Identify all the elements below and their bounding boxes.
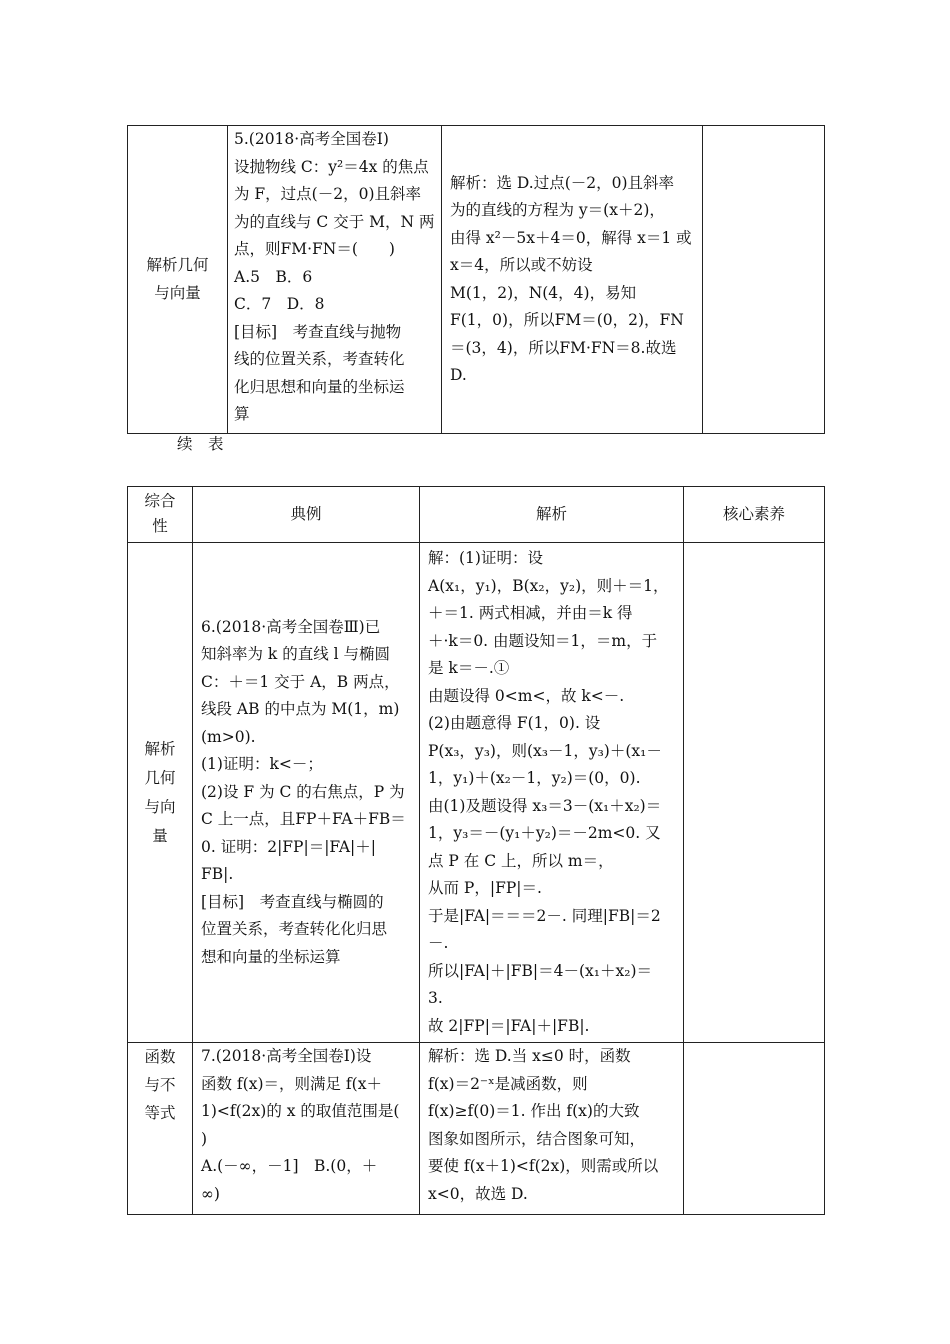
header-category: [128, 487, 193, 543]
example-line: 点，则FM·FN＝( ): [234, 240, 395, 258]
category-text: 解析几何与向量: [144, 739, 176, 845]
analysis-line: 故 2|FP|＝|FA|＋|FB|.: [428, 1016, 590, 1035]
example-line: C．7 D．8: [234, 295, 325, 313]
example-cell: [193, 543, 420, 1043]
example-line: 算: [234, 405, 250, 423]
analysis-line: 由(1)及题设得 x₃＝3－(x₁＋x₂)＝: [428, 796, 662, 815]
example-line: 1)<f(2x)的 x 的取值范围是(: [201, 1102, 400, 1120]
example-line: 设抛物线 C：y²＝4x 的焦点: [234, 157, 429, 176]
example-line: A.5 B．6: [234, 267, 313, 286]
header-core: 核心素养: [684, 487, 825, 543]
analysis-line: 从而 P，|FP|＝.: [428, 879, 542, 897]
analysis-line: M(1，2)，N(4，4)，易知: [450, 283, 637, 302]
example-line: [目标] 考查直线与椭圆的: [201, 892, 384, 911]
analysis-line: 点 P 在 C 上，所以 m＝，: [428, 851, 614, 870]
analysis-line: 要使 f(x＋1)<f(2x)，则需或所以: [428, 1157, 659, 1175]
analysis-line: P(x₃，y₃)，则(x₃－1，y₃)＋(x₁－: [428, 741, 662, 760]
example-line: (2)设 F 为 C 的右焦点，P 为: [201, 782, 405, 801]
example-line: 0. 证明：2|FP|＝|FA|＋|: [201, 837, 376, 856]
analysis-cell: [442, 126, 703, 434]
analysis-line: 为的直线的方程为 y＝(x＋2)，: [450, 201, 665, 219]
example-line: 化归思想和向量的坐标运: [234, 377, 405, 396]
analysis-line: x<0，故选 D.: [428, 1184, 528, 1203]
analysis-line: ＋·k＝0. 由题设知＝1，＝m，于: [428, 631, 658, 650]
example-line: 为的直线与 C 交于 M，N 两: [234, 212, 435, 231]
example-line: 位置关系，考查转化化归思: [201, 920, 388, 939]
example-line: A.(－∞，－1] B.(0，＋: [201, 1157, 378, 1175]
analysis-line: 由得 x²－5x＋4＝0，解得 x＝1 或: [450, 228, 692, 247]
analysis-line: f(x)≥f(0)＝1. 作出 f(x)的大致: [428, 1102, 640, 1120]
analysis-line: D.: [450, 366, 467, 384]
core-cell: [684, 1043, 825, 1215]
example-line: ): [201, 1129, 208, 1148]
analysis-line: 所以|FA|＋|FB|＝4－(x₁＋x₂)＝: [428, 961, 653, 980]
category-cell: [128, 1043, 193, 1215]
category-cell: [128, 126, 228, 434]
analysis-line: F(1，0)，所以FM＝(0，2)，FN: [450, 311, 684, 329]
example-line: 想和向量的坐标运算: [201, 947, 341, 966]
example-line: C 上一点，且FP＋FA＋FB＝: [201, 810, 406, 829]
analysis-line: 图象如图所示，结合图象可知，: [428, 1129, 646, 1148]
example-line: 函数 f(x)＝，则满足 f(x＋: [201, 1074, 382, 1093]
analysis-line: 解析：选 D.过点(－2，0)且斜率: [450, 173, 675, 192]
example-cell: [193, 1043, 420, 1215]
example-line: (1)证明：k<－；: [201, 755, 323, 774]
analysis-line: x＝4，所以或不妨设: [450, 256, 593, 274]
example-line: 知斜率为 k 的直线 l 与椭圆: [201, 645, 391, 664]
analysis-line: 解析：选 D.当 x≤0 时，函数: [428, 1047, 631, 1065]
analysis-line: ＝(3，4)，所以FM·FN＝8.故选: [450, 338, 677, 357]
analysis-line: f(x)＝2⁻ˣ是减函数，则: [428, 1074, 588, 1093]
category-cell: [128, 543, 193, 1043]
analysis-line: 1，y₁)＋(x₂－1，y₂)＝(0，0).: [428, 769, 641, 787]
example-line: ∞): [201, 1184, 220, 1203]
analysis-line: 3.: [428, 989, 443, 1007]
example-line: FB|.: [201, 865, 234, 884]
core-cell: [703, 126, 825, 434]
category-text: 解析几何与向量: [146, 256, 209, 302]
main-table: [127, 486, 825, 1215]
category-text: 函数与不等式: [144, 1048, 176, 1122]
analysis-line: 由题设得 0<m<，故 k<－.: [428, 686, 625, 705]
example-line: (m>0).: [201, 727, 256, 746]
analysis-line: 是 k＝－.①: [428, 659, 510, 677]
analysis-line: ＋＝1. 两式相减，并由＝k 得: [428, 604, 633, 622]
analysis-line: (2)由题意得 F(1，0). 设: [428, 714, 601, 732]
example-cell: [228, 126, 442, 434]
example-line: 5.(2018·高考全国卷Ⅰ): [234, 130, 389, 148]
analysis-cell: [420, 543, 684, 1043]
continued-table-top: [127, 125, 825, 434]
analysis-line: 于是|FA|＝＝＝2－. 同理|FB|＝2: [428, 906, 661, 925]
analysis-line: 解：(1)证明：设: [428, 549, 543, 567]
analysis-cell: [420, 1043, 684, 1215]
continued-label: 续 表: [177, 435, 224, 453]
example-line: 7.(2018·高考全国卷Ⅰ)设: [201, 1047, 372, 1065]
example-line: C：＋＝1 交于 A，B 两点，: [201, 672, 400, 691]
header-example: 典例: [193, 487, 420, 543]
header-analysis: 解析: [420, 487, 684, 543]
header-category-text: 综合性: [144, 491, 176, 535]
analysis-line: A(x₁，y₁)，B(x₂，y₂)，则＋＝1，: [428, 576, 669, 595]
analysis-line: －.: [428, 934, 449, 952]
example-line: 线的位置关系，考查转化: [234, 350, 405, 368]
core-cell: [684, 543, 825, 1043]
example-line: 6.(2018·高考全国卷Ⅲ)已: [201, 617, 381, 636]
analysis-line: 1，y₃＝－(y₁＋y₂)＝－2m<0. 又: [428, 824, 661, 842]
example-line: [目标] 考查直线与抛物: [234, 322, 402, 341]
example-line: 线段 AB 的中点为 M(1，m): [201, 700, 400, 719]
example-line: 为 F，过点(－2，0)且斜率: [234, 185, 421, 203]
